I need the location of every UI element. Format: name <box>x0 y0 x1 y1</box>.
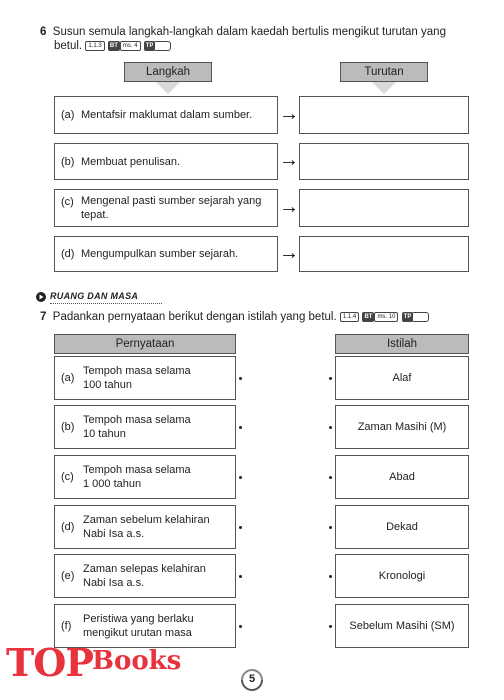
q7-header-left: Pernyataan <box>54 334 236 354</box>
q6-tag-bt: BT <box>109 42 118 49</box>
q7-number: 7 <box>40 311 47 323</box>
statement-line2: Nabi Isa a.s. <box>83 577 145 589</box>
q6-header-left: Langkah <box>124 62 212 82</box>
down-arrow-icon <box>372 82 396 94</box>
q6-tag-page: ms. 4 <box>120 41 141 51</box>
step-label: (a) <box>61 109 75 121</box>
match-dot-right[interactable] <box>329 526 332 529</box>
right-arrow-icon: → <box>279 196 299 218</box>
q7-term <box>335 604 469 648</box>
right-arrow-icon: → <box>279 103 299 125</box>
q7-term <box>335 554 469 598</box>
section-underline <box>50 303 162 304</box>
q6-text-line2: betul. <box>54 40 83 52</box>
q6-answer-box-c[interactable] <box>299 189 469 227</box>
statement-text <box>83 562 206 590</box>
statement-line1: Tempoh masa selama <box>83 414 191 426</box>
q7-text: Padankan pernyataan berikut dengan istilah yang betul. <box>52 311 337 323</box>
term-text: Sebelum Masihi (SM) <box>349 620 455 632</box>
q7-statement <box>54 455 236 499</box>
match-dot-right[interactable] <box>329 625 332 628</box>
q6-question <box>40 25 480 39</box>
statement-line1: Tempoh masa selama <box>83 464 191 476</box>
right-arrow-icon: → <box>279 149 299 171</box>
watermark-books: Books <box>92 646 182 676</box>
q7-statement <box>54 356 236 400</box>
statement-label: (a) <box>61 372 75 384</box>
term-text: Alaf <box>392 372 412 384</box>
q6-step-b <box>54 143 278 180</box>
statement-line1: Zaman sebelum kelahiran <box>83 514 210 526</box>
statement-line2: 1 000 tahun <box>83 478 142 490</box>
q7-statement <box>54 505 236 549</box>
term-text: Kronologi <box>378 570 426 582</box>
q6-text-line1: Susun semula langkah-langkah dalam kaedah bertulis mengikut turutan yang <box>52 26 446 38</box>
match-dot-left[interactable] <box>239 575 242 578</box>
statement-line1: Zaman selepas kelahiran <box>83 563 206 575</box>
statement-text <box>83 513 210 541</box>
step-label: (d) <box>61 248 75 260</box>
q6-number: 6 <box>40 26 47 38</box>
page-number: 5 <box>248 673 256 685</box>
statement-text <box>83 364 191 392</box>
q6-answer-box-a[interactable] <box>299 96 469 134</box>
statement-text <box>83 413 191 441</box>
step-text-line1: Mengenal pasti sumber sejarah yang <box>81 195 262 207</box>
q6-step-a <box>54 96 278 134</box>
q6-step-c <box>54 189 278 227</box>
q7-tp-box <box>411 312 429 322</box>
q7-tag-page: ms. 10 <box>374 312 398 322</box>
match-dot-right[interactable] <box>329 476 332 479</box>
step-text: Mentafsir maklumat dalam sumber. <box>81 109 253 121</box>
q7-tag-bt: BT <box>364 313 373 320</box>
statement-label: (c) <box>61 471 74 483</box>
match-dot-right[interactable] <box>329 426 332 429</box>
down-arrow-icon <box>156 82 180 94</box>
statement-label: (f) <box>61 620 72 632</box>
statement-line2: Nabi Isa a.s. <box>83 528 145 540</box>
watermark-top: TOP <box>6 640 93 685</box>
page-number-badge <box>238 669 266 691</box>
term-text: Dekad <box>386 521 418 533</box>
term-text: Abad <box>389 471 415 483</box>
q6-header-right: Turutan <box>340 62 428 82</box>
statement-line2: 100 tahun <box>83 379 132 391</box>
match-dot-right[interactable] <box>329 377 332 380</box>
match-dot-left[interactable] <box>239 476 242 479</box>
q6-tag-code: 1.1.3 <box>85 41 104 51</box>
statement-line1: Tempoh masa selama <box>83 365 191 377</box>
q7-tag-tp: TP <box>403 313 412 320</box>
q7-statement <box>54 554 236 598</box>
q7-term <box>335 356 469 400</box>
match-dot-left[interactable] <box>239 426 242 429</box>
q6-answer-box-b[interactable] <box>299 143 469 180</box>
q7-term <box>335 505 469 549</box>
q6-tag-tp: TP <box>145 42 154 49</box>
step-label: (b) <box>61 155 75 168</box>
q7-question <box>40 310 490 324</box>
match-dot-left[interactable] <box>239 526 242 529</box>
section-header <box>36 291 168 303</box>
term-text: Zaman Masihi (M) <box>357 421 447 433</box>
q6-question-line2 <box>54 39 354 53</box>
q7-term <box>335 405 469 449</box>
q6-tp-box <box>153 41 171 51</box>
statement-line2: mengikut urutan masa <box>83 627 192 639</box>
q7-term <box>335 455 469 499</box>
play-icon <box>36 292 46 302</box>
statement-text <box>83 612 194 640</box>
q7-statement <box>54 405 236 449</box>
step-text: Mengumpulkan sumber sejarah. <box>81 248 239 260</box>
right-arrow-icon: → <box>279 242 299 264</box>
q6-answer-box-d[interactable] <box>299 236 469 272</box>
statement-label: (b) <box>61 421 75 433</box>
statement-label: (d) <box>61 521 75 533</box>
match-dot-right[interactable] <box>329 575 332 578</box>
step-label: (c) <box>61 196 74 208</box>
step-text: Membuat penulisan. <box>81 155 181 168</box>
q7-tag-code: 1.1.4 <box>340 312 359 322</box>
match-dot-left[interactable] <box>239 625 242 628</box>
step-text <box>81 194 261 222</box>
q7-header-right: Istilah <box>335 334 469 354</box>
match-dot-left[interactable] <box>239 377 242 380</box>
statement-label: (e) <box>61 570 75 582</box>
statement-text <box>83 463 191 491</box>
step-text-line2: tepat. <box>81 209 109 221</box>
statement-line2: 10 tahun <box>83 428 126 440</box>
statement-line1: Peristiwa yang berlaku <box>83 613 194 625</box>
q6-step-d <box>54 236 278 272</box>
section-title: RUANG DAN MASA <box>50 291 139 301</box>
